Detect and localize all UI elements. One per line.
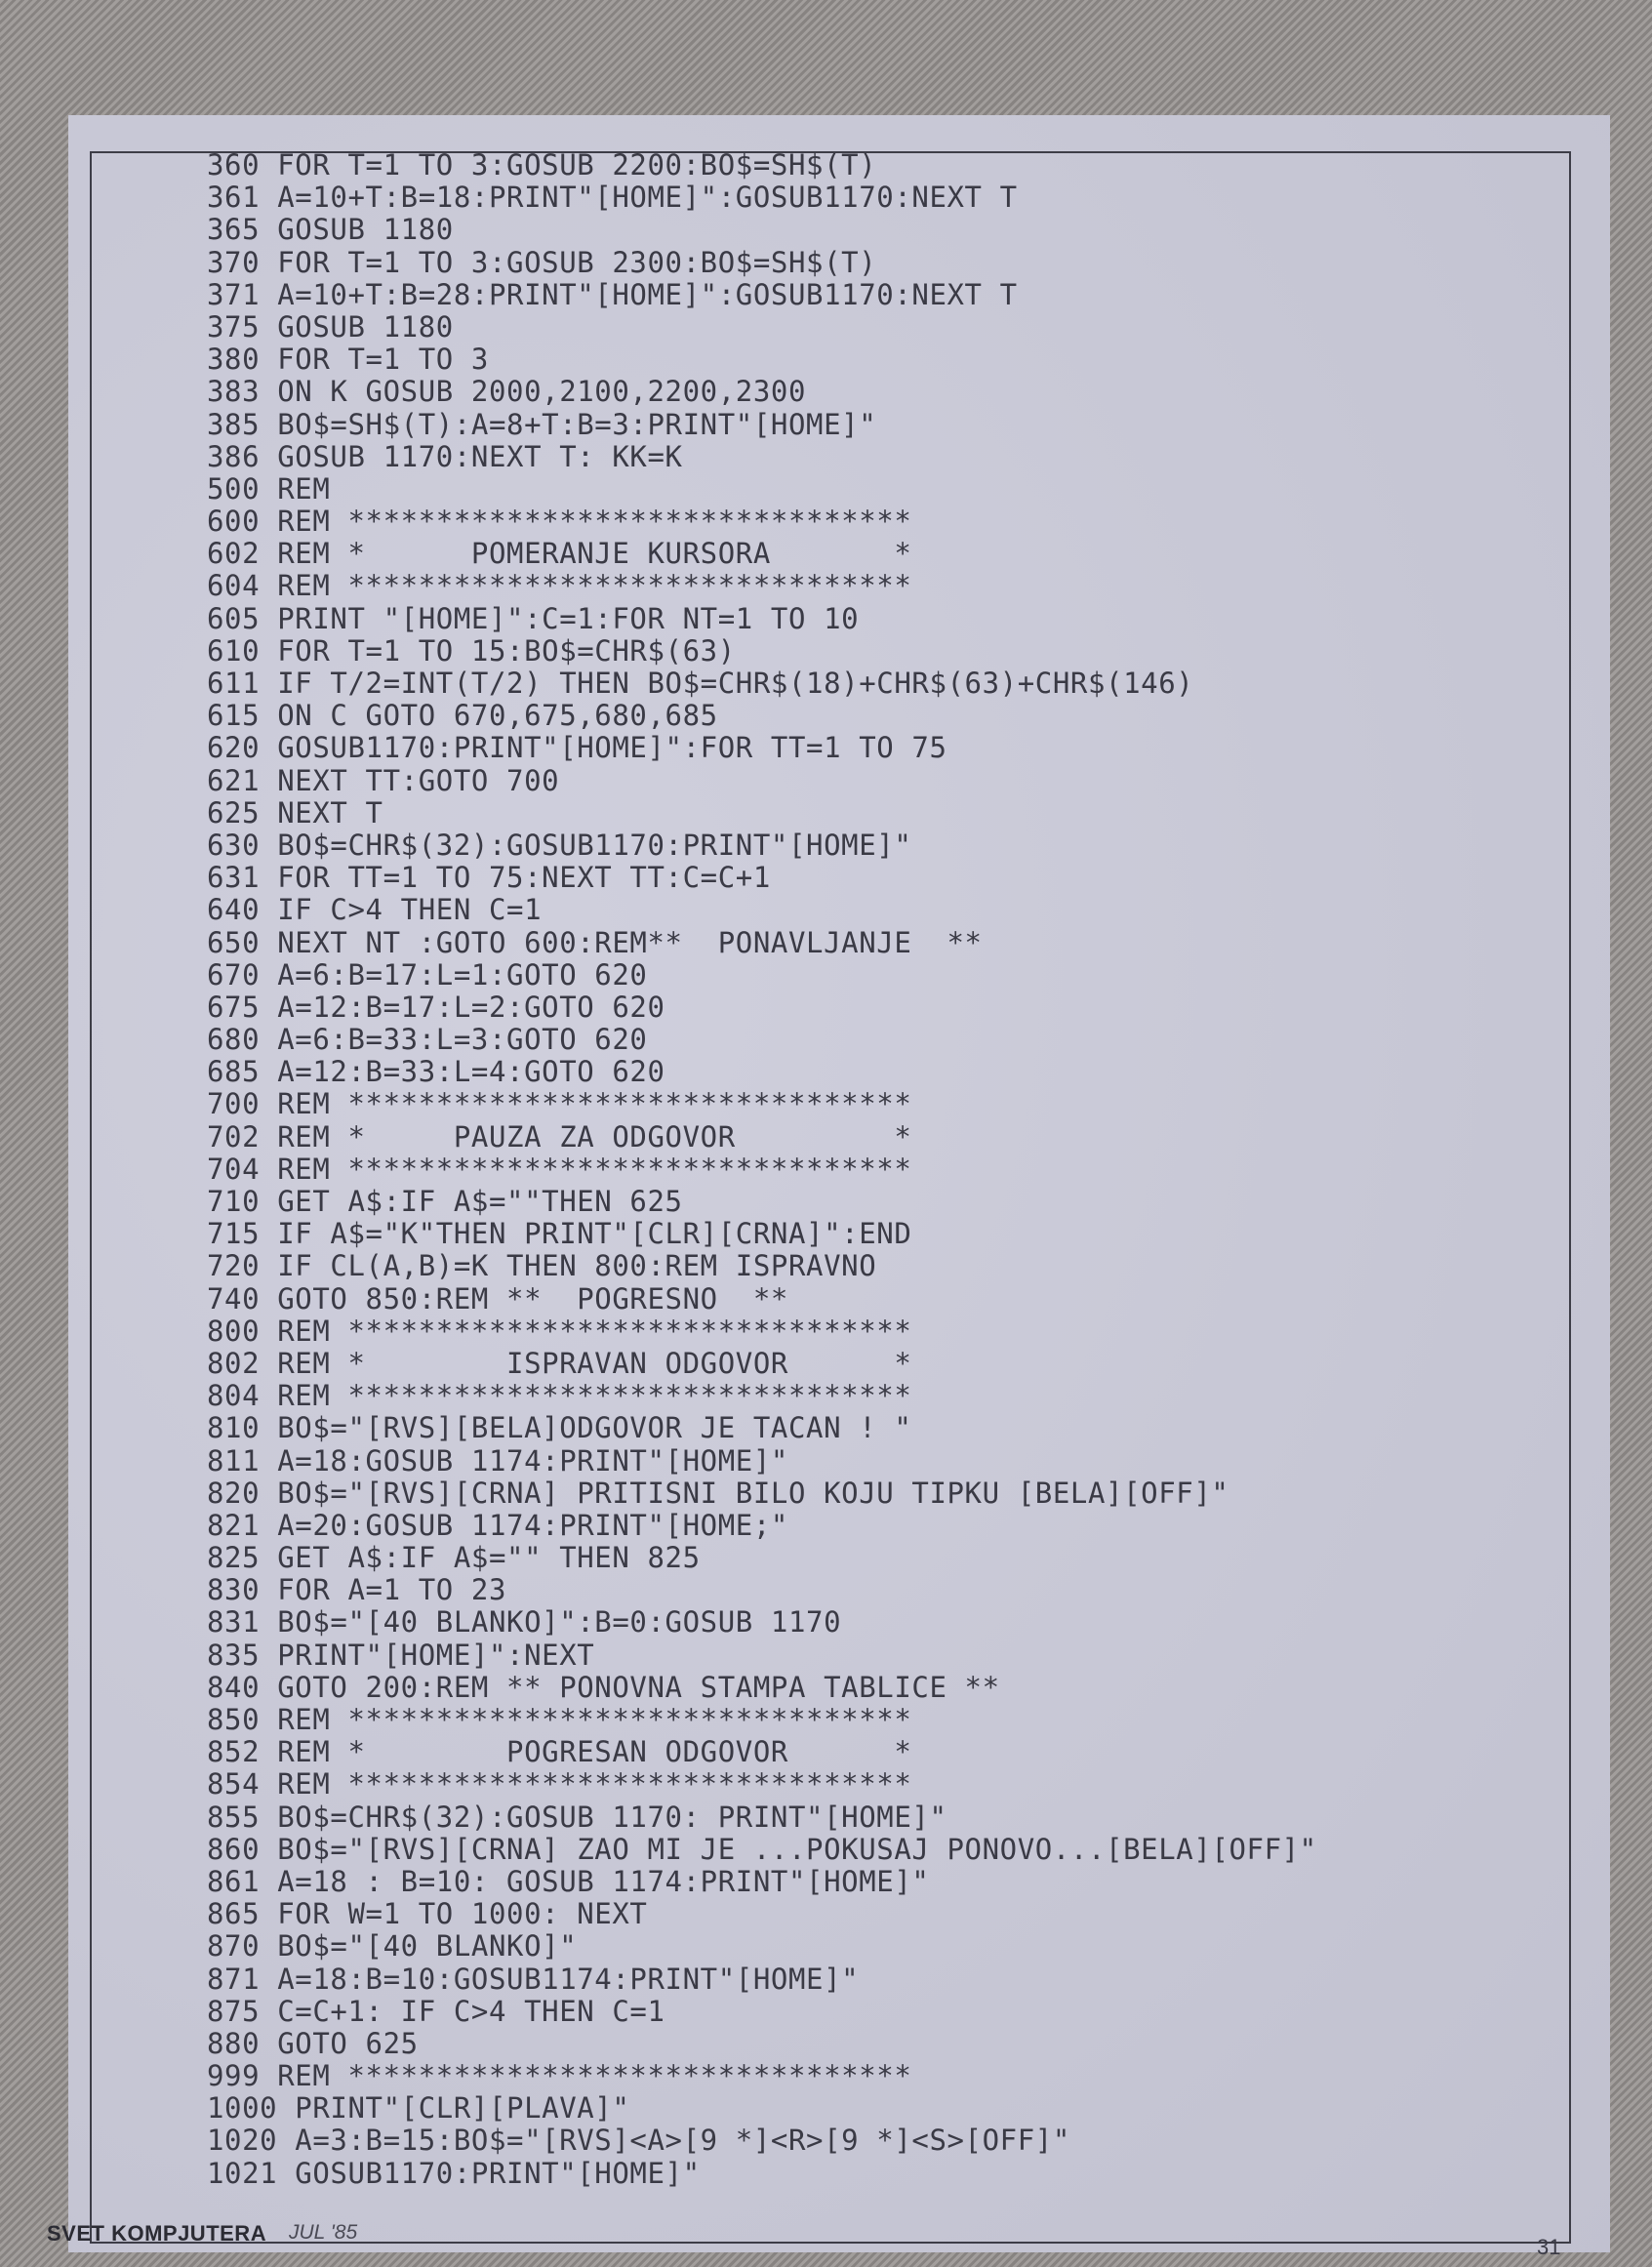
code-line: 380 FOR T=1 TO 3	[207, 343, 489, 377]
page-number: 31	[1537, 2235, 1561, 2259]
code-line: 850 REM ********************************	[207, 1703, 912, 1736]
issue-date: JUL '85	[289, 2221, 358, 2244]
code-line: 821 A=20:GOSUB 1174:PRINT"[HOME;"	[207, 1508, 788, 1542]
code-line: 630 BO$=CHR$(32):GOSUB1170:PRINT"[HOME]"	[207, 828, 912, 862]
code-line: 720 IF CL(A,B)=K THEN 800:REM ISPRAVNO	[207, 1249, 877, 1283]
code-line: 360 FOR T=1 TO 3:GOSUB 2200:BO$=SH$(T)	[207, 148, 877, 182]
code-line: 811 A=18:GOSUB 1174:PRINT"[HOME]"	[207, 1443, 788, 1478]
code-line: 835 PRINT"[HOME]":NEXT	[207, 1638, 595, 1672]
code-line: 831 BO$="[40 BLANKO]":B=0:GOSUB 1170	[207, 1605, 842, 1640]
code-line: 621 NEXT TT:GOTO 700	[207, 763, 560, 797]
code-line: 1000 PRINT"[CLR][PLAVA]"	[207, 2091, 630, 2125]
code-line: 386 GOSUB 1170:NEXT T: KK=K	[207, 439, 683, 473]
code-line: 371 A=10+T:B=28:PRINT"[HOME]":GOSUB1170:NEXT T	[207, 277, 1018, 311]
code-line: 625 NEXT T	[207, 795, 383, 830]
code-line: 383 ON K GOSUB 2000,2100,2200,2300	[207, 375, 807, 409]
code-line: 611 IF T/2=INT(T/2) THEN BO$=CHR$(18)+CHR$(63)+CHR$(146)	[207, 667, 1194, 700]
code-line: 810 BO$="[RVS][BELA]ODGOVOR JE TACAN ! "	[207, 1411, 912, 1445]
code-line: 871 A=18:B=10:GOSUB1174:PRINT"[HOME]"	[207, 1962, 860, 1996]
code-line: 1021 GOSUB1170:PRINT"[HOME]"	[207, 2156, 701, 2190]
code-line: 365 GOSUB 1180	[207, 213, 454, 247]
code-line: 880 GOTO 625	[207, 2026, 419, 2060]
basic-code-listing	[207, 149, 1534, 2190]
code-line: 800 REM ********************************	[207, 1314, 912, 1348]
code-line: 650 NEXT NT :GOTO 600:REM** PONAVLJANJE **	[207, 925, 983, 959]
code-line: 855 BO$=CHR$(32):GOSUB 1170: PRINT"[HOME]"	[207, 1800, 947, 1834]
code-line: 685 A=12:B=33:L=4:GOTO 620	[207, 1055, 665, 1089]
code-line: 602 REM * POMERANJE KURSORA *	[207, 537, 912, 571]
code-line: 875 C=C+1: IF C>4 THEN C=1	[207, 1994, 665, 2028]
code-line: 999 REM ********************************	[207, 2059, 912, 2093]
code-line: 820 BO$="[RVS][CRNA] PRITISNI BILO KOJU TIPKU [BELA][OFF]"	[207, 1476, 1229, 1510]
code-line: 631 FOR TT=1 TO 75:NEXT TT:C=C+1	[207, 861, 771, 895]
magazine-name: SVET KOMPJUTERA	[47, 2221, 267, 2246]
code-line: 640 IF C>4 THEN C=1	[207, 893, 543, 927]
code-line: 704 REM ********************************	[207, 1152, 912, 1186]
code-line: 675 A=12:B=17:L=2:GOTO 620	[207, 990, 665, 1024]
code-line: 620 GOSUB1170:PRINT"[HOME]":FOR TT=1 TO 75	[207, 731, 947, 765]
code-line: 825 GET A$:IF A$="" THEN 825	[207, 1541, 701, 1575]
code-line: 385 BO$=SH$(T):A=8+T:B=3:PRINT"[HOME]"	[207, 407, 877, 441]
code-line: 605 PRINT "[HOME]":C=1:FOR NT=1 TO 10	[207, 601, 860, 635]
code-line: 604 REM ********************************	[207, 569, 912, 603]
code-line: 702 REM * PAUZA ZA ODGOVOR *	[207, 1119, 912, 1154]
code-line: 700 REM ********************************	[207, 1087, 912, 1121]
code-line: 840 GOTO 200:REM ** PONOVNA STAMPA TABLICE **	[207, 1670, 1000, 1704]
code-line: 361 A=10+T:B=18:PRINT"[HOME]":GOSUB1170:NEXT T	[207, 181, 1018, 215]
code-line: 710 GET A$:IF A$=""THEN 625	[207, 1185, 683, 1218]
code-line: 830 FOR A=1 TO 23	[207, 1573, 507, 1607]
code-line: 860 BO$="[RVS][CRNA] ZAO MI JE ...POKUSAJ PONOVO...[BELA][OFF]"	[207, 1832, 1317, 1866]
code-line: 370 FOR T=1 TO 3:GOSUB 2300:BO$=SH$(T)	[207, 245, 877, 279]
code-line: 715 IF A$="K"THEN PRINT"[CLR][CRNA]":END	[207, 1217, 912, 1251]
code-line: 740 GOTO 850:REM ** POGRESNO **	[207, 1281, 788, 1316]
code-line: 375 GOSUB 1180	[207, 309, 454, 344]
code-line: 854 REM ********************************	[207, 1767, 912, 1801]
code-line: 802 REM * ISPRAVAN ODGOVOR *	[207, 1346, 912, 1380]
code-line: 600 REM ********************************	[207, 505, 912, 539]
code-line: 861 A=18 : B=10: GOSUB 1174:PRINT"[HOME]"	[207, 1864, 930, 1898]
code-line: 870 BO$="[40 BLANKO]"	[207, 1929, 578, 1963]
code-line: 865 FOR W=1 TO 1000: NEXT	[207, 1897, 648, 1931]
code-line: 804 REM ********************************	[207, 1379, 912, 1413]
code-line: 500 REM	[207, 471, 331, 506]
code-line: 680 A=6:B=33:L=3:GOTO 620	[207, 1023, 648, 1057]
code-line: 1020 A=3:B=15:BO$="[RVS]<A>[9 *]<R>[9 *]<S>[OFF]"	[207, 2124, 1070, 2158]
code-line: 615 ON C GOTO 670,675,680,685	[207, 699, 718, 733]
code-line: 852 REM * POGRESAN ODGOVOR *	[207, 1735, 912, 1769]
code-line: 670 A=6:B=17:L=1:GOTO 620	[207, 957, 648, 992]
code-line: 610 FOR T=1 TO 15:BO$=CHR$(63)	[207, 633, 736, 668]
